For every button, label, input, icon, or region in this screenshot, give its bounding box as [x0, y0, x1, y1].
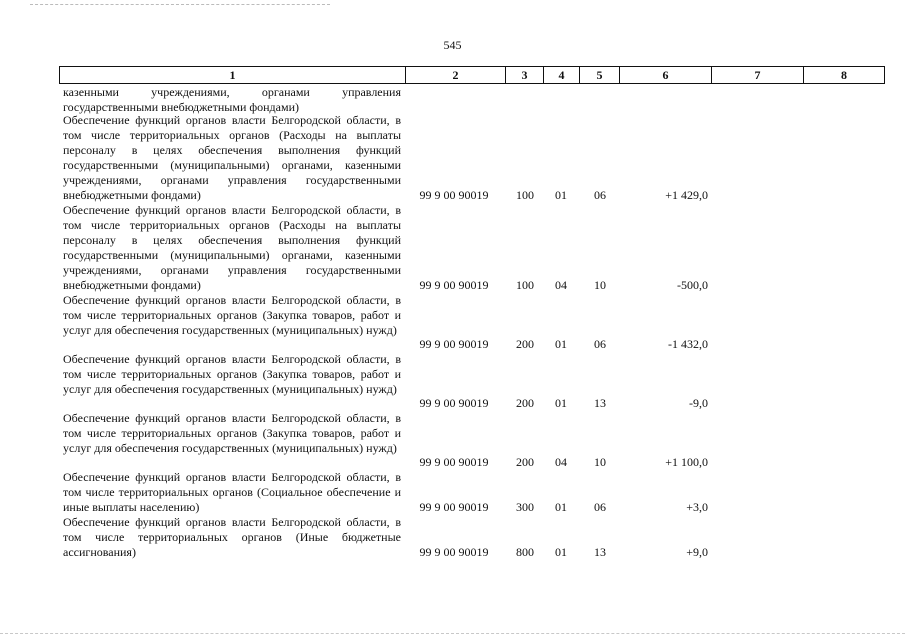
table-cell-amount: +9,0	[686, 545, 708, 559]
table-row-name: Обеспечение функций органов власти Белгородской области, в том числе территориальных органов (Расходы на выплаты персоналу в целях обеспечения выполнения функций государственными (муниципальными) органами, казенными учреждениями, органами управления государственными внебюджетными фондами)	[63, 203, 401, 292]
table-cell-col5: 06	[594, 500, 606, 514]
table-cell-col4: 04	[555, 278, 567, 292]
table-cell-amount: -9,0	[689, 396, 708, 410]
table-cell-col3: 100	[516, 188, 534, 202]
table-cell-col5: 10	[594, 278, 606, 292]
table-cell-code: 99 9 00 90019	[419, 545, 489, 559]
table-row-name: Обеспечение функций органов власти Белгородской области, в том числе территориальных органов (Социальное обеспечение и иные выплаты населению)	[63, 470, 401, 514]
table-cell-col3: 200	[516, 396, 534, 410]
header-col-7: 7	[712, 67, 804, 83]
table-row-name: Обеспечение функций органов власти Белгородской области, в том числе территориальных органов (Закупка товаров, работ и услуг для обеспечения государственных (муниципальных) нужд)	[63, 352, 401, 396]
table-cell-col4: 01	[555, 337, 567, 351]
table-row-name: Обеспечение функций органов власти Белгородской области, в том числе территориальных органов (Закупка товаров, работ и услуг для обеспечения государственных (муниципальных) нужд)	[63, 293, 401, 337]
scan-artifact-bottom	[0, 633, 905, 634]
table-cell-amount: -500,0	[677, 278, 708, 292]
table-cell-col3: 100	[516, 278, 534, 292]
table-cell-col4: 04	[555, 455, 567, 469]
page-number: 545	[443, 38, 462, 52]
table-cell-col3: 200	[516, 455, 534, 469]
table-row-name: казенными учреждениями, органами управления государственными внебюджетными фондами)	[63, 85, 401, 114]
table-cell-code: 99 9 00 90019	[419, 396, 489, 410]
table-cell-col5: 13	[594, 396, 606, 410]
header-col-3: 3	[506, 67, 544, 83]
table-cell-col4: 01	[555, 188, 567, 202]
table-cell-code: 99 9 00 90019	[419, 188, 489, 202]
table-cell-col5: 06	[594, 337, 606, 351]
table-cell-col4: 01	[555, 545, 567, 559]
table-cell-col4: 01	[555, 500, 567, 514]
header-col-2: 2	[406, 67, 506, 83]
table-cell-amount: +1 100,0	[665, 455, 708, 469]
table-row-name: Обеспечение функций органов власти Белгородской области, в том числе территориальных органов (Иные бюджетные ассигнования)	[63, 515, 401, 559]
table-cell-col3: 200	[516, 337, 534, 351]
table-row-name: Обеспечение функций органов власти Белгородской области, в том числе территориальных органов (Расходы на выплаты персоналу в целях обеспечения выполнения функций государственными (муниципальными) органами, казенными учреждениями, органами управления государственными внебюджетными фондами)	[63, 113, 401, 202]
header-col-6: 6	[620, 67, 712, 83]
table-cell-code: 99 9 00 90019	[419, 337, 489, 351]
header-col-4: 4	[544, 67, 580, 83]
table-cell-col5: 10	[594, 455, 606, 469]
table-cell-amount: +1 429,0	[665, 188, 708, 202]
table-cell-code: 99 9 00 90019	[419, 455, 489, 469]
header-col-8: 8	[841, 68, 847, 82]
table-cell-amount: -1 432,0	[668, 337, 708, 351]
table-cell-code: 99 9 00 90019	[419, 278, 489, 292]
table-cell-col4: 01	[555, 396, 567, 410]
table-cell-col3: 300	[516, 500, 534, 514]
table-row-name: Обеспечение функций органов власти Белгородской области, в том числе территориальных органов (Закупка товаров, работ и услуг для обеспечения государственных (муниципальных) нужд)	[63, 411, 401, 455]
table-cell-col5: 13	[594, 545, 606, 559]
table-header	[59, 66, 885, 84]
header-col-1: 1	[60, 67, 406, 83]
table-cell-code: 99 9 00 90019	[419, 500, 489, 514]
table-cell-amount: +3,0	[686, 500, 708, 514]
table-cell-col5: 06	[594, 188, 606, 202]
header-col-5: 5	[580, 67, 620, 83]
table-cell-col3: 800	[516, 545, 534, 559]
